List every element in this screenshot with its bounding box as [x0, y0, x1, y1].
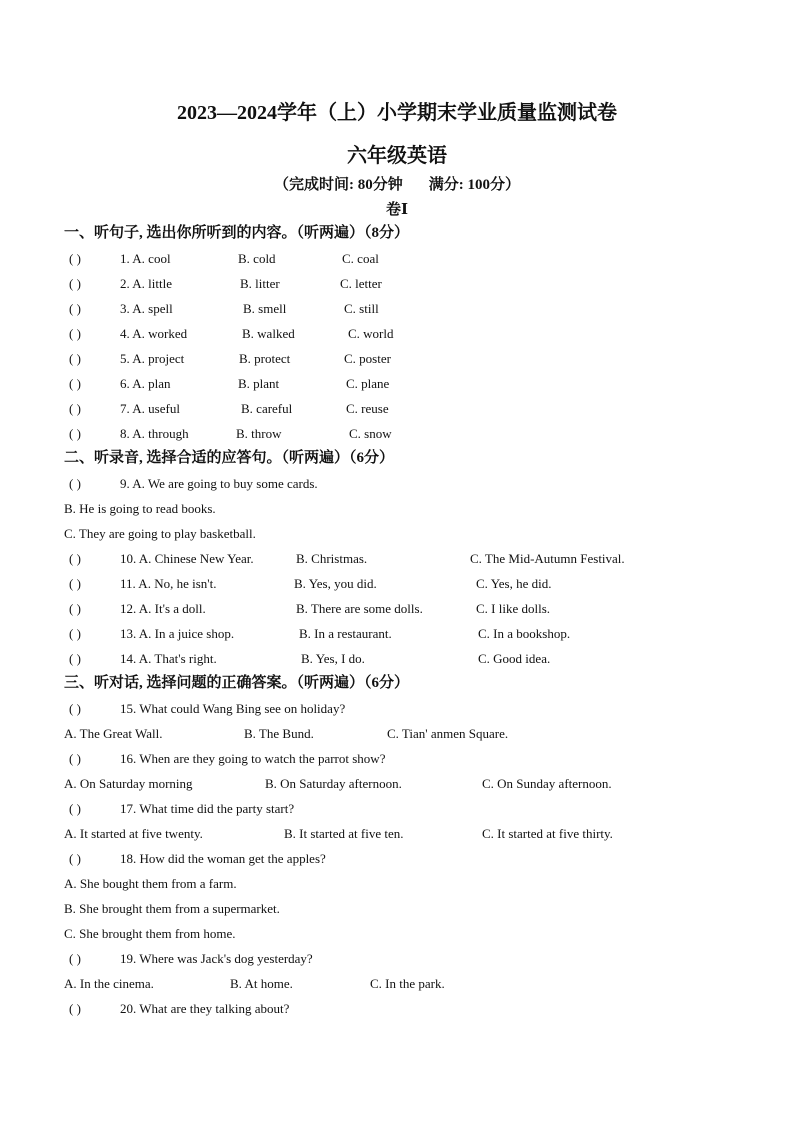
question-row: [64, 646, 744, 671]
question-row: [64, 371, 744, 396]
option-b: B. The Bund.: [244, 726, 314, 741]
option-b: B. On Saturday afternoon.: [265, 776, 402, 791]
answer-blank: ( ): [69, 251, 81, 266]
option-b: B. She brought them from a supermarket.: [64, 901, 280, 916]
option-b: B. plant: [238, 376, 280, 391]
option-c: C. reuse: [346, 401, 389, 416]
question-stem: 14. A. That's right.: [120, 651, 217, 666]
option-c: C. In the park.: [370, 976, 445, 991]
section-heading: 三、听对话, 选择问题的正确答案。（听两遍）（6分）: [64, 675, 410, 691]
option-b: B. Yes, I do.: [301, 651, 365, 666]
option-line: [64, 521, 744, 546]
question-stem: 9. A. We are going to buy some cards.: [120, 476, 318, 491]
question-row: [64, 596, 744, 621]
question-row: [64, 946, 744, 971]
answer-blank: ( ): [69, 351, 81, 366]
option-line: [64, 921, 744, 946]
section-heading: 二、听录音, 选择合适的应答句。（听两遍）（6分）: [64, 450, 395, 466]
option-c: C. Yes, he did.: [476, 576, 552, 591]
question-stem: 2. A. little: [120, 276, 172, 291]
exam-title: 2023—2024学年（上）小学期末学业质量监测试卷: [177, 102, 617, 124]
question-row: [64, 296, 744, 321]
question-stem: 7. A. useful: [120, 401, 180, 416]
option-b: B. protect: [239, 351, 291, 366]
option-b: B. At home.: [230, 976, 293, 991]
question-stem: 11. A. No, he isn't.: [120, 576, 217, 591]
option-b: B. Yes, you did.: [294, 576, 377, 591]
exam-content: [64, 221, 744, 1021]
option-b: B. cold: [238, 251, 276, 266]
answer-blank: ( ): [69, 626, 81, 641]
option-b: B. throw: [236, 426, 282, 441]
answer-blank: ( ): [69, 651, 81, 666]
answer-blank: ( ): [69, 476, 81, 491]
question-stem: 4. A. worked: [120, 326, 188, 341]
option-b: B. There are some dolls.: [296, 601, 423, 616]
question-stem: 10. A. Chinese New Year.: [120, 551, 254, 566]
question-row: [64, 321, 744, 346]
question-row: [64, 546, 744, 571]
option-b: B. litter: [240, 276, 280, 291]
option-c: C. poster: [344, 351, 391, 366]
option-b: B. He is going to read books.: [64, 501, 216, 516]
option-line: [64, 496, 744, 521]
option-line: [64, 871, 744, 896]
answer-blank: ( ): [69, 851, 81, 866]
option-c: C. Good idea.: [478, 651, 551, 666]
question-row: [64, 996, 744, 1021]
exam-subtitle: 六年级英语: [347, 145, 447, 167]
question-stem: 13. A. In a juice shop.: [120, 626, 235, 641]
option-c: C. The Mid-Autumn Festival.: [470, 551, 625, 566]
question-stem: 17. What time did the party start?: [120, 801, 295, 816]
question-stem: 8. A. through: [120, 426, 189, 441]
answer-blank: ( ): [69, 426, 81, 441]
question-stem: 16. When are they going to watch the parrot show?: [120, 751, 386, 766]
option-b: B. In a restaurant.: [299, 626, 392, 641]
option-a: A. She bought them from a farm.: [64, 876, 237, 891]
question-stem: 19. Where was Jack's dog yesterday?: [120, 951, 313, 966]
question-row: [64, 746, 744, 771]
answer-blank: ( ): [69, 701, 81, 716]
option-line: [64, 771, 744, 796]
option-c: C. In a bookshop.: [478, 626, 571, 641]
option-line: [64, 896, 744, 921]
option-c: C. plane: [346, 376, 390, 391]
question-row: [64, 396, 744, 421]
question-row: [64, 421, 744, 446]
question-row: [64, 471, 744, 496]
question-row: [64, 696, 744, 721]
option-line: [64, 821, 744, 846]
question-row: [64, 346, 744, 371]
volume-label: 卷Ⅰ: [385, 202, 409, 218]
question-stem: 1. A. cool: [120, 251, 171, 266]
option-a: A. The Great Wall.: [64, 726, 163, 741]
option-c: C. On Sunday afternoon.: [482, 776, 612, 791]
option-c: C. world: [348, 326, 394, 341]
option-c: C. Tian' anmen Square.: [387, 726, 509, 741]
answer-blank: ( ): [69, 751, 81, 766]
option-c: C. letter: [340, 276, 382, 291]
option-b: B. It started at five ten.: [284, 826, 404, 841]
question-stem: 18. How did the woman get the apples?: [120, 851, 326, 866]
option-a: A. In the cinema.: [64, 976, 154, 991]
question-stem: 6. A. plan: [120, 376, 171, 391]
option-c: C. still: [344, 301, 379, 316]
question-row: [64, 846, 744, 871]
time-info: （完成时间: 80分钟: [274, 177, 403, 193]
option-b: B. walked: [242, 326, 295, 341]
option-a: A. On Saturday morning: [64, 776, 193, 791]
answer-blank: ( ): [69, 376, 81, 391]
question-stem: 12. A. It's a doll.: [120, 601, 206, 616]
question-row: [64, 571, 744, 596]
question-row: [64, 271, 744, 296]
section-heading: 一、听句子, 选出你所听到的内容。（听两遍）（8分）: [64, 225, 410, 241]
answer-blank: ( ): [69, 1001, 81, 1016]
option-c: C. She brought them from home.: [64, 926, 236, 941]
option-b: B. Christmas.: [296, 551, 368, 566]
option-c: C. I like dolls.: [476, 601, 551, 616]
answer-blank: ( ): [69, 801, 81, 816]
answer-blank: ( ): [69, 951, 81, 966]
question-stem: 15. What could Wang Bing see on holiday?: [120, 701, 346, 716]
answer-blank: ( ): [69, 401, 81, 416]
answer-blank: ( ): [69, 576, 81, 591]
option-c: C. snow: [349, 426, 392, 441]
option-a: A. It started at five twenty.: [64, 826, 203, 841]
option-c: C. It started at five thirty.: [482, 826, 613, 841]
question-stem: 5. A. project: [120, 351, 185, 366]
answer-blank: ( ): [69, 301, 81, 316]
question-row: [64, 796, 744, 821]
option-c: C. coal: [342, 251, 379, 266]
exam-info: [0, 173, 794, 194]
answer-blank: ( ): [69, 276, 81, 291]
option-c: C. They are going to play basketball.: [64, 526, 256, 541]
question-stem: 20. What are they talking about?: [120, 1001, 290, 1016]
option-line: [64, 971, 744, 996]
score-info: 满分: 100分）: [428, 177, 520, 193]
answer-blank: ( ): [69, 326, 81, 341]
answer-blank: ( ): [69, 551, 81, 566]
question-stem: 3. A. spell: [120, 301, 173, 316]
question-row: [64, 621, 744, 646]
option-b: B. smell: [243, 301, 287, 316]
answer-blank: ( ): [69, 601, 81, 616]
option-line: [64, 721, 744, 746]
question-row: [64, 246, 744, 271]
option-b: B. careful: [241, 401, 293, 416]
